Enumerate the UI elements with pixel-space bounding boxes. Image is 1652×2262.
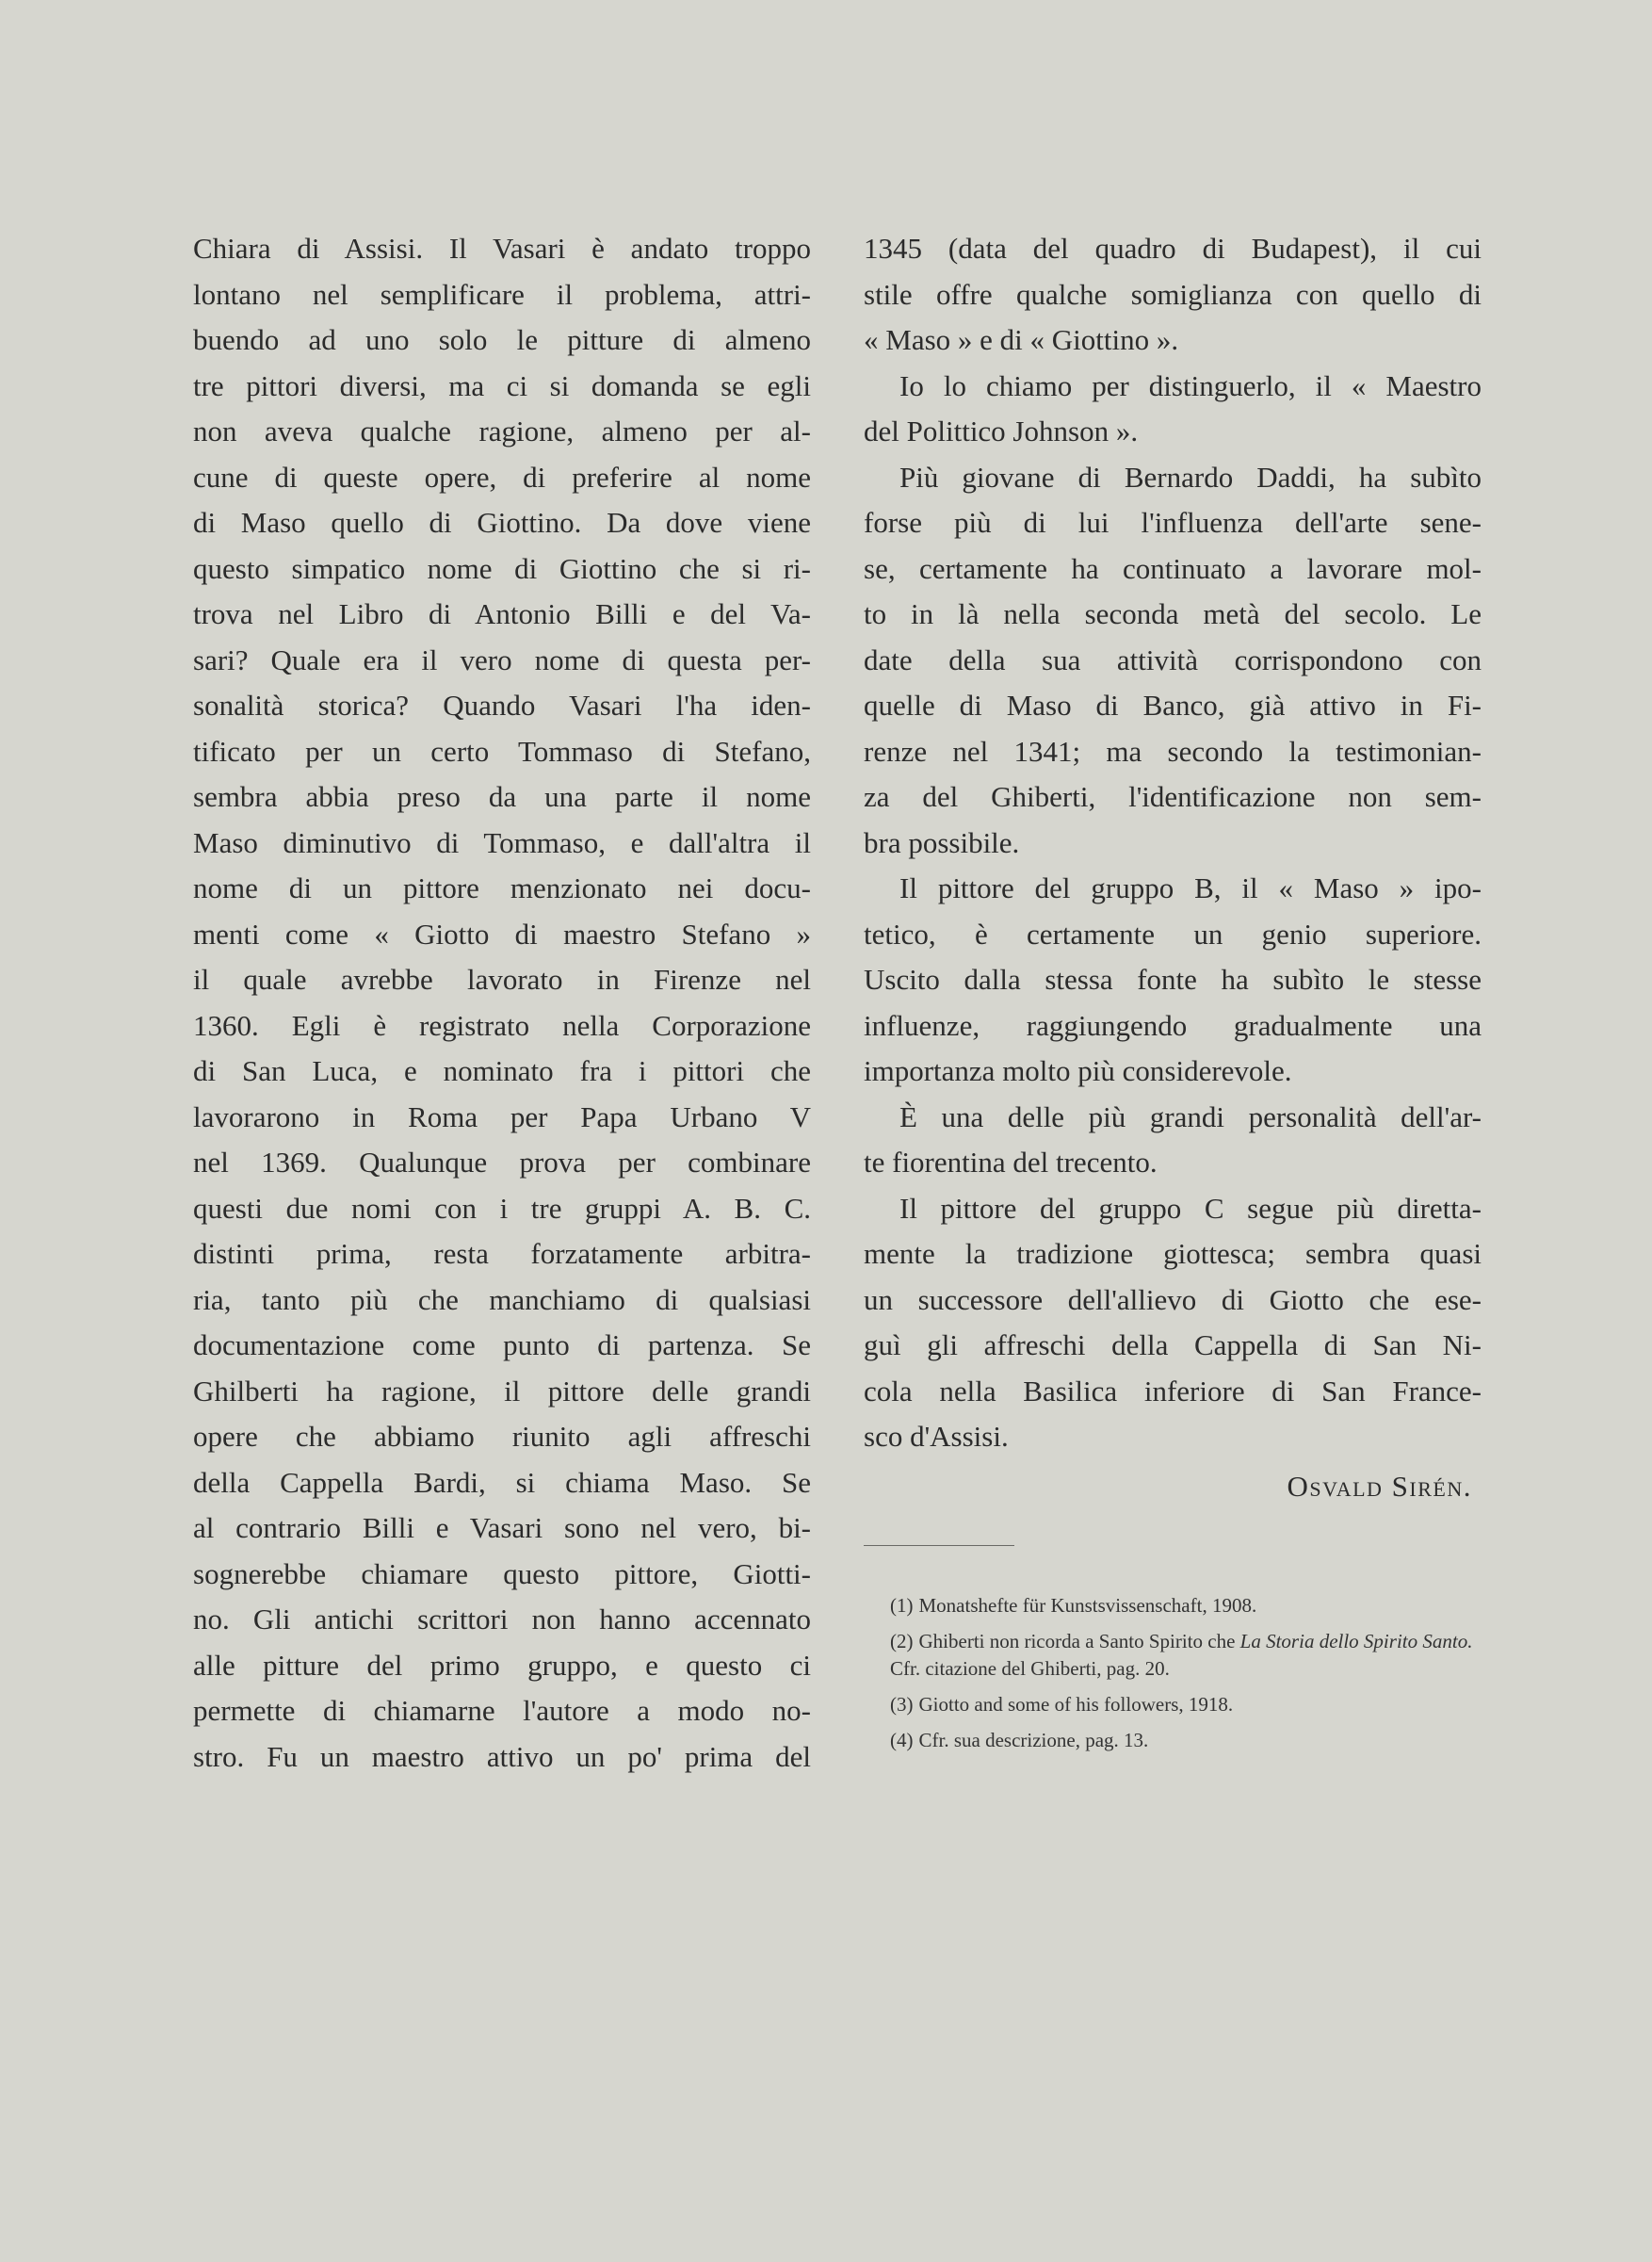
text-line: questo simpatico nome di Giottino che si ri-	[193, 551, 811, 585]
text-line: forse più di lui l'influenza dell'arte sene-	[864, 506, 1482, 539]
footnote-2	[890, 1628, 1493, 1683]
text-line: no. Gli antichi scrittori non hanno accennato	[193, 1603, 811, 1635]
text-line: di San Luca, e nominato fra i pittori che	[193, 1054, 811, 1087]
text-line: date della sua attività corrispondono con	[864, 643, 1482, 676]
text-line: Ghilberti ha ragione, il pittore delle grandi	[193, 1374, 811, 1408]
footnote-number: (3)	[890, 1693, 914, 1716]
text-line: nel 1369. Qualunque prova per combinare	[193, 1146, 811, 1179]
text-line: bra possibile.	[864, 825, 1020, 859]
text-line: Maso diminutivo di Tommaso, e dall'altra il	[193, 825, 811, 859]
text-line: tificato per un certo Tommaso di Stefano,	[193, 734, 811, 768]
text-line: za del Ghiberti, l'identificazione non sem-	[864, 780, 1482, 813]
paragraph	[864, 455, 1482, 867]
text-line: cola nella Basilica inferiore di San France-	[864, 1374, 1482, 1408]
text-line: Io lo chiamo per distinguerlo, il « Maestro	[899, 368, 1482, 402]
footnote-4	[890, 1727, 1493, 1754]
footnote-divider	[864, 1545, 1014, 1546]
footnotes	[890, 1592, 1493, 1763]
footnote-text: Cfr. citazione del Ghiberti, pag. 20.	[890, 1657, 1170, 1680]
text-line: se, certamente ha continuato a lavorare mol-	[864, 551, 1482, 585]
text-line: Uscito dalla stessa fonte ha subìto le stesse	[864, 963, 1482, 996]
text-line: 1345 (data del quadro di Budapest), il cui	[864, 232, 1482, 265]
footnote-text: Giotto and some of his followers, 1918.	[918, 1693, 1234, 1716]
text-line: sembra abbia preso da una parte il nome	[193, 780, 811, 813]
footnote-text: Monatshefte für Kunstsvissenschaft, 1908.	[918, 1594, 1257, 1617]
footnote-number: (2)	[890, 1630, 914, 1652]
text-line: Il pittore del gruppo B, il « Maso » ipo-	[899, 871, 1482, 904]
text-line: il quale avrebbe lavorato in Firenze nel	[193, 963, 811, 996]
right-column	[864, 226, 1482, 1509]
text-line: renze nel 1341; ma secondo la testimonian-	[864, 734, 1482, 768]
text-line: quelle di Maso di Banco, già attivo in Fi-	[864, 689, 1482, 722]
text-line: del Polittico Johnson ».	[864, 415, 1139, 448]
left-column	[193, 226, 811, 1780]
text-line: sonalità storica? Quando Vasari l'ha iden-	[193, 689, 811, 722]
text-line: guì gli affreschi della Cappella di San Ni-	[864, 1328, 1482, 1361]
text-line: un successore dell'allievo di Giotto che ese-	[864, 1282, 1482, 1316]
text-line: cune di queste opere, di preferire al nome	[193, 460, 811, 494]
text-line: lavorarono in Roma per Papa Urbano V	[193, 1099, 811, 1133]
text-line: buendo ad uno solo le pitture di almeno	[193, 323, 811, 356]
footnote-text: Ghiberti non ricorda a Santo Spirito che	[918, 1630, 1240, 1652]
text-line: mente la tradizione giottesca; sembra quasi	[864, 1237, 1482, 1270]
text-line: sognerebbe chiamare questo pittore, Giotti-	[193, 1556, 811, 1590]
paragraph	[864, 866, 1482, 1095]
text-line: 1360. Egli è registrato nella Corporazione	[193, 1008, 811, 1042]
text-line: Chiara di Assisi. Il Vasari è andato troppo	[193, 232, 811, 265]
text-line: questi due nomi con i tre gruppi A. B. C.	[193, 1191, 811, 1225]
text-line: È una delle più grandi personalità dell'ar-	[899, 1099, 1482, 1133]
text-line: menti come « Giotto di maestro Stefano »	[193, 917, 811, 951]
text-line: distinti prima, resta forzatamente arbitra-	[193, 1237, 811, 1270]
text-line: tetico, è certamente un genio superiore.	[864, 917, 1482, 951]
text-line: non aveva qualche ragione, almeno per al-	[193, 415, 811, 448]
right-paragraphs	[864, 226, 1482, 1460]
text-line: sco d'Assisi.	[864, 1420, 1009, 1453]
text-line: to in là nella seconda metà del secolo. Le	[864, 597, 1482, 630]
text-line: importanza molto più considerevole.	[864, 1054, 1292, 1087]
footnote-number: (1)	[890, 1594, 914, 1617]
paragraph	[864, 1186, 1482, 1460]
text-line: influenze, raggiungendo gradualmente una	[864, 1008, 1482, 1042]
text-line: Più giovane di Bernardo Daddi, ha subìto	[899, 460, 1482, 494]
footnote-number: (4)	[890, 1729, 914, 1751]
text-line: alle pitture del primo gruppo, e questo ci	[193, 1648, 811, 1682]
footnote-3	[890, 1691, 1493, 1718]
text-line: trova nel Libro di Antonio Billi e del Va-	[193, 597, 811, 630]
text-line: te fiorentina del trecento.	[864, 1146, 1158, 1179]
author-signature: Osvald Sirén.	[1287, 1469, 1472, 1503]
text-line: « Maso » e di « Giottino ».	[864, 323, 1179, 356]
paragraph	[864, 364, 1482, 455]
text-line: sari? Quale era il vero nome di questa per-	[193, 643, 811, 676]
text-line: al contrario Billi e Vasari sono nel vero, bi-	[193, 1511, 811, 1544]
text-line: permette di chiamarne l'autore a modo no-	[193, 1694, 811, 1727]
text-line: lontano nel semplificare il problema, attri-	[193, 277, 811, 311]
text-line: stile offre qualche somiglianza con quello di	[864, 277, 1482, 311]
footnote-1	[890, 1592, 1493, 1619]
paragraph	[864, 226, 1482, 364]
text-line: stro. Fu un maestro attivo un po' prima del	[193, 1739, 811, 1773]
text-line: nome di un pittore menzionato nei docu-	[193, 871, 811, 904]
text-line: opere che abbiamo riunito agli affreschi	[193, 1420, 811, 1453]
text-line: di Maso quello di Giottino. Da dove viene	[193, 506, 811, 539]
text-line: Il pittore del gruppo C segue più diretta-	[899, 1191, 1482, 1225]
text-line: ria, tanto più che manchiamo di qualsiasi	[193, 1282, 811, 1316]
text-line: della Cappella Bardi, si chiama Maso. Se	[193, 1465, 811, 1499]
footnote-text: Cfr. sua descrizione, pag. 13.	[918, 1729, 1149, 1751]
paragraph	[864, 1095, 1482, 1186]
text-line: documentazione come punto di partenza. Se	[193, 1328, 811, 1361]
text-line: tre pittori diversi, ma ci si domanda se egli	[193, 368, 811, 402]
footnote-italic-title: La Storia dello Spirito Santo.	[1239, 1630, 1473, 1652]
